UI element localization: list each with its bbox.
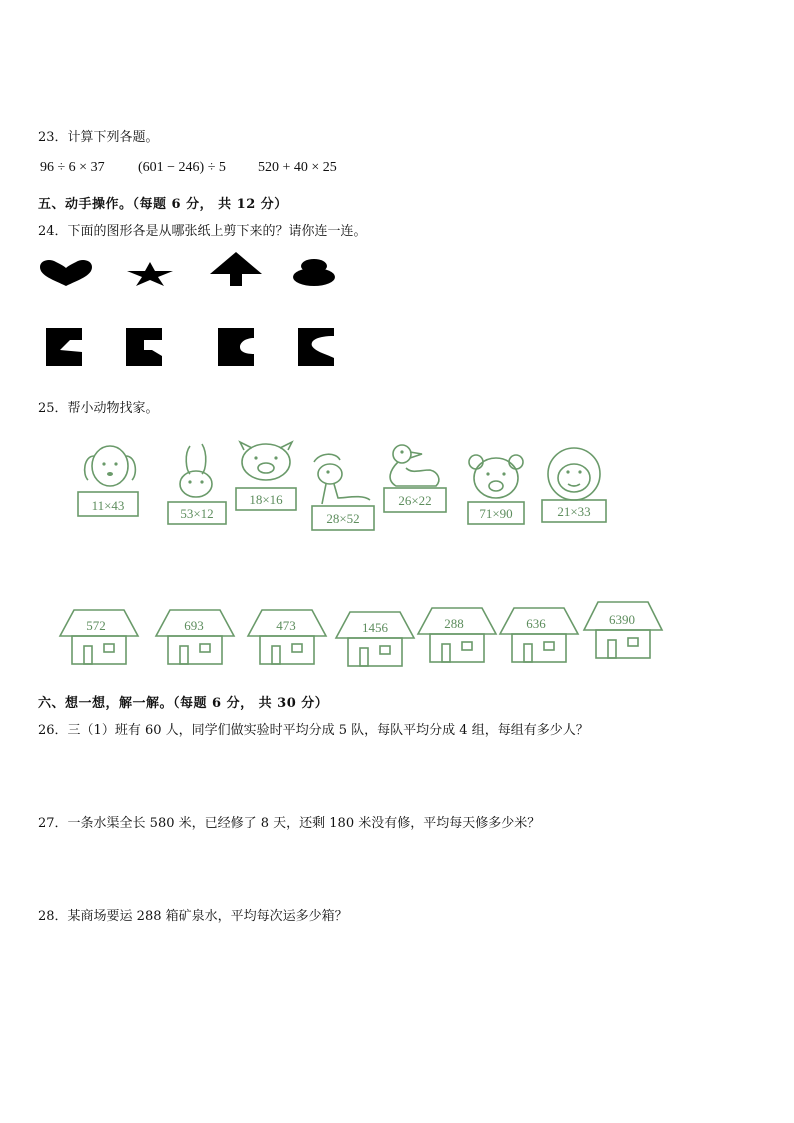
q28-text: 28．某商场要运 288 箱矿泉水，平均每次运多少箱？ bbox=[38, 909, 348, 924]
cutout-e-1 bbox=[46, 328, 82, 366]
duck-icon bbox=[380, 440, 450, 516]
animal-label: 18×16 bbox=[249, 492, 283, 507]
q23-expr-1: 96 ÷ 6 × 37 bbox=[40, 160, 105, 175]
q23-expr-3: 520 + 40 × 25 bbox=[258, 160, 337, 175]
house-636 bbox=[498, 606, 580, 664]
q26-text: 26．三（1）班有 60 人，同学们做实验时平均分成 5 队，每队平均分成 4 组，每组有多少人？ bbox=[38, 723, 589, 738]
q27-text: 27．一条水渠全长 580 米，已经修了 8 天，还剩 180 米没有修，平均每天修多少米？ bbox=[38, 816, 541, 831]
goat-icon bbox=[306, 448, 378, 534]
animal-label: 11×43 bbox=[91, 498, 125, 513]
house-1456 bbox=[334, 610, 416, 668]
house-number: 1456 bbox=[362, 620, 388, 635]
bear-icon bbox=[462, 452, 532, 526]
cutout-e-3 bbox=[218, 328, 254, 366]
star-icon bbox=[126, 262, 174, 286]
house-288 bbox=[416, 606, 498, 664]
gourd-icon bbox=[292, 258, 336, 286]
house-number: 693 bbox=[184, 618, 204, 633]
rabbit-icon bbox=[162, 440, 232, 526]
arrow-up-icon bbox=[210, 252, 262, 286]
monkey-icon bbox=[536, 444, 612, 524]
animal-label: 53×12 bbox=[180, 506, 214, 521]
house-number: 636 bbox=[526, 616, 546, 631]
dog-icon bbox=[74, 440, 144, 520]
house-number: 6390 bbox=[609, 612, 635, 627]
q23-title: 23．计算下列各题。 bbox=[38, 130, 159, 145]
house-number: 572 bbox=[86, 618, 106, 633]
animal-label: 21×33 bbox=[557, 504, 591, 519]
house-473 bbox=[246, 608, 328, 666]
q23-expr-2: (601 − 246) ÷ 5 bbox=[138, 160, 226, 175]
cutout-e-2 bbox=[126, 328, 162, 366]
house-693 bbox=[154, 608, 236, 666]
animal-label: 28×52 bbox=[326, 511, 360, 526]
q24-title: 24．下面的图形各是从哪张纸上剪下来的？请你连一连。 bbox=[38, 224, 367, 239]
section6-heading: 六、想一想，解一解。（每题 6 分， 共 30 分） bbox=[38, 696, 329, 711]
animal-label: 71×90 bbox=[479, 506, 513, 521]
house-number: 473 bbox=[276, 618, 296, 633]
q25-title: 25．帮小动物找家。 bbox=[38, 401, 159, 416]
heart-icon bbox=[38, 258, 94, 288]
animal-label: 26×22 bbox=[398, 493, 432, 508]
cutout-e-4 bbox=[298, 328, 334, 366]
house-572 bbox=[58, 608, 140, 666]
pig-icon bbox=[232, 440, 302, 514]
house-6390 bbox=[582, 600, 664, 660]
house-number: 288 bbox=[444, 616, 464, 631]
section5-heading: 五、动手操作。（每题 6 分， 共 12 分） bbox=[38, 197, 288, 212]
